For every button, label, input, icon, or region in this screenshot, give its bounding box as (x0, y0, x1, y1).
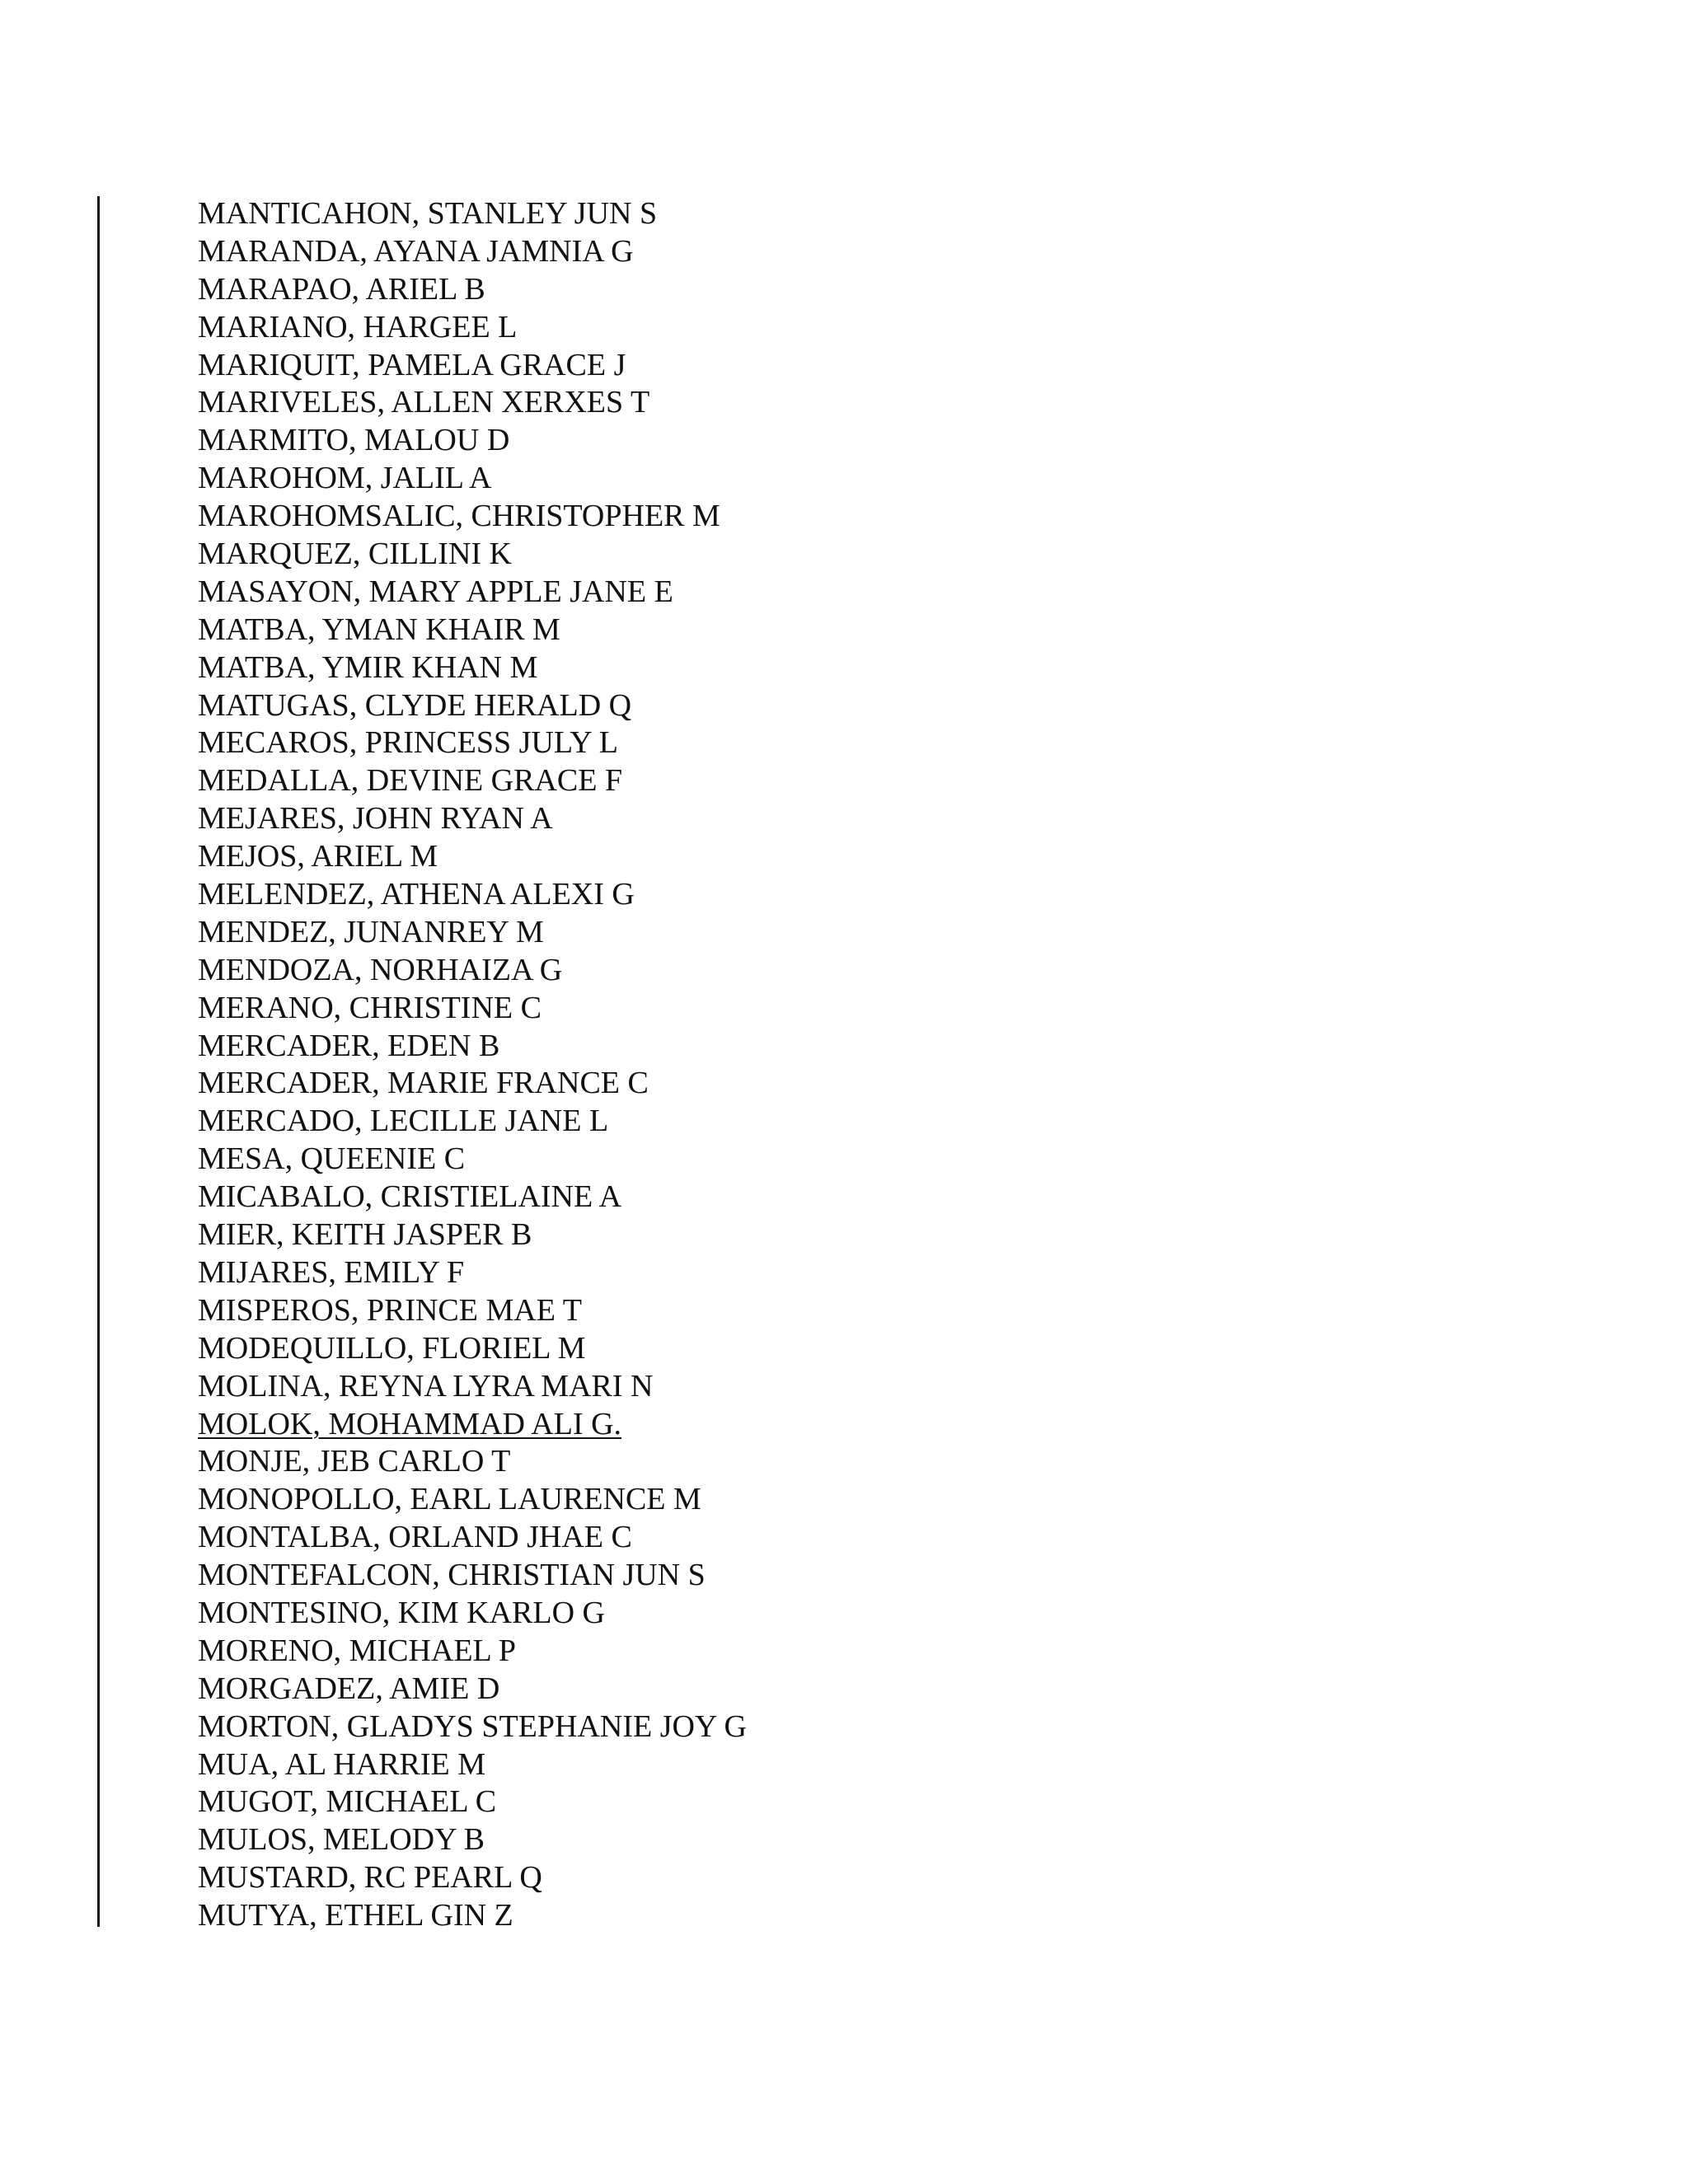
name-text: MONTESINO, KIM KARLO G (198, 1595, 605, 1630)
name-text: MENDEZ, JUNANREY M (198, 914, 544, 949)
name-text: MORTON, GLADYS STEPHANIE JOY G (198, 1708, 747, 1744)
name-list-item (198, 233, 747, 271)
name-text: MICABALO, CRISTIELAINE A (198, 1179, 622, 1215)
name-text: MERCADO, LECILLE JANE L (198, 1104, 609, 1139)
name-text: MERANO, CHRISTINE C (198, 990, 542, 1025)
name-text: MUA, AL HARRIE M (198, 1746, 486, 1782)
name-text: MARMITO, MALOU D (198, 423, 510, 458)
name-text: MORGADEZ, AMIE D (198, 1671, 500, 1706)
name-text: MATUGAS, CLYDE HERALD Q (198, 687, 632, 723)
name-text: MEJARES, JOHN RYAN A (198, 801, 553, 837)
name-list-item (198, 876, 747, 914)
name-list-item (198, 271, 747, 309)
name-text: MONOPOLLO, EARL LAURENCE M (198, 1482, 701, 1517)
name-list-item (198, 1671, 747, 1708)
name-text: MARIQUIT, PAMELA GRACE J (198, 347, 626, 382)
name-text: MONTALBA, ORLAND JHAE C (198, 1520, 632, 1555)
name-list-item (198, 1065, 747, 1103)
name-list-item (198, 1519, 747, 1557)
name-text: MATBA, YMIR KHAN M (198, 649, 538, 685)
name-list-item (198, 687, 747, 725)
name-list-item (198, 1595, 747, 1633)
name-list-item (198, 1859, 747, 1897)
name-text: MORENO, MICHAEL P (198, 1633, 516, 1668)
name-list-item (198, 347, 747, 385)
name-text: MOLOK, MOHAMMAD ALI G. (198, 1406, 622, 1441)
name-list-item (198, 1481, 747, 1519)
name-text: MERCADER, EDEN B (198, 1028, 500, 1063)
name-text: MUTYA, ETHEL GIN Z (198, 1898, 513, 1933)
name-list-item (198, 574, 747, 612)
name-text: MULOS, MELODY B (198, 1822, 485, 1858)
name-list-item (198, 1292, 747, 1330)
name-list-item (198, 838, 747, 876)
name-list-item (198, 1368, 747, 1406)
name-list-item (198, 1783, 747, 1821)
name-text: MUGOT, MICHAEL C (198, 1784, 497, 1820)
name-text: MUSTARD, RC PEARL Q (198, 1860, 542, 1896)
name-text: MAROHOMSALIC, CHRISTOPHER M (198, 499, 720, 534)
margin-change-bar (97, 196, 100, 1927)
name-text: MENDOZA, NORHAIZA G (198, 952, 563, 987)
name-text: MARIVELES, ALLEN XERXES T (198, 385, 650, 420)
name-list-item (198, 1746, 747, 1784)
name-text: MANTICAHON, STANLEY JUN S (198, 196, 658, 231)
name-text: MARQUEZ, CILLINI K (198, 537, 513, 572)
name-list-item (198, 498, 747, 536)
name-list-item (198, 1897, 747, 1935)
name-list-item (198, 952, 747, 990)
name-list-item (198, 1443, 747, 1481)
name-list-item (198, 1633, 747, 1671)
name-list-item (198, 1557, 747, 1595)
name-list-item (198, 309, 747, 347)
name-text: MEJOS, ARIEL M (198, 839, 438, 874)
name-text: MECAROS, PRINCESS JULY L (198, 725, 618, 761)
name-list-item (198, 800, 747, 838)
name-list-item (198, 422, 747, 460)
name-text: MODEQUILLO, FLORIEL M (198, 1330, 586, 1366)
name-list-item (198, 1216, 747, 1254)
name-list (198, 195, 747, 1935)
name-list-item (198, 1028, 747, 1066)
name-list-item (198, 1708, 747, 1746)
name-list-item (198, 649, 747, 687)
name-list-item (198, 1179, 747, 1216)
name-text: MISPEROS, PRINCE MAE T (198, 1292, 582, 1328)
name-list-item (198, 1141, 747, 1179)
name-list-item (198, 914, 747, 952)
name-list-item (198, 384, 747, 422)
name-list-item (198, 724, 747, 762)
name-list-item (198, 990, 747, 1028)
name-text: MEDALLA, DEVINE GRACE F (198, 763, 623, 799)
name-text: MASAYON, MARY APPLE JANE E (198, 574, 673, 609)
name-text: MIER, KEITH JASPER B (198, 1217, 532, 1253)
name-list-item (198, 1330, 747, 1368)
name-text: MARIANO, HARGEE L (198, 309, 518, 344)
name-list-item (198, 536, 747, 574)
name-list-item (198, 612, 747, 649)
name-text: MARANDA, AYANA JAMNIA G (198, 233, 634, 269)
name-text: MIJARES, EMILY F (198, 1254, 465, 1290)
name-text: MATBA, YMAN KHAIR M (198, 612, 560, 647)
name-text: MOLINA, REYNA LYRA MARI N (198, 1368, 654, 1404)
name-text: MERCADER, MARIE FRANCE C (198, 1066, 649, 1101)
name-list-item (198, 1821, 747, 1859)
name-list-item (198, 762, 747, 800)
name-text: MARAPAO, ARIEL B (198, 271, 485, 307)
name-text: MESA, QUEENIE C (198, 1141, 466, 1177)
name-list-item (198, 1254, 747, 1292)
name-text: MONJE, JEB CARLO T (198, 1444, 511, 1479)
name-text: MELENDEZ, ATHENA ALEXI G (198, 877, 635, 912)
name-text: MAROHOM, JALIL A (198, 461, 492, 496)
name-text: MONTEFALCON, CHRISTIAN JUN S (198, 1558, 706, 1593)
name-list-item (198, 1406, 747, 1444)
name-list-item (198, 195, 747, 233)
name-list-item (198, 1103, 747, 1141)
name-list-item (198, 460, 747, 498)
